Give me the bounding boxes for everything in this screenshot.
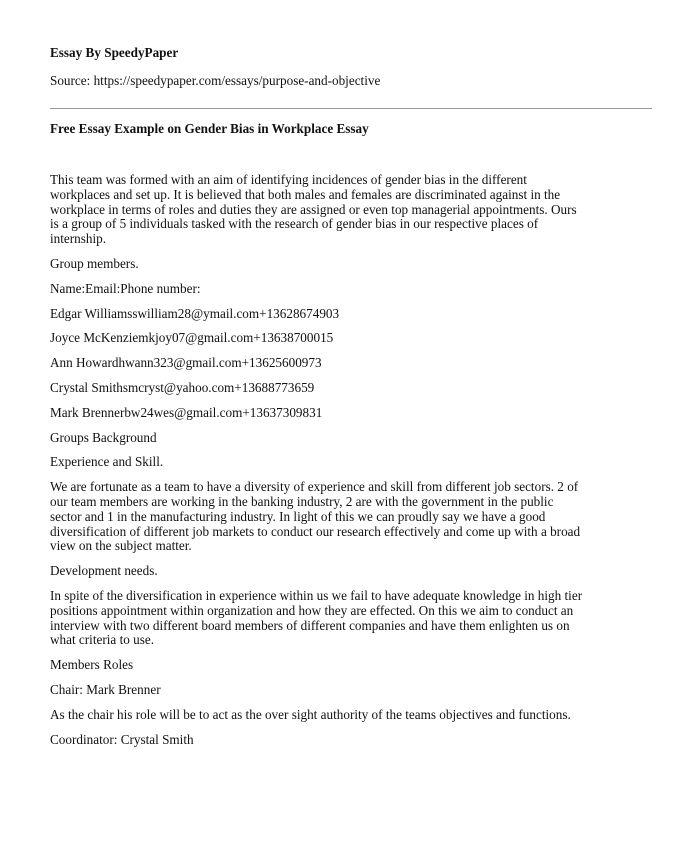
paragraph — [50, 480, 662, 554]
document-body — [50, 173, 662, 747]
text-line: Name:Email:Phone number: — [50, 280, 201, 296]
text-line: interview with two different board members of different companies and have them enlighten us on — [50, 617, 570, 633]
text-line: Edgar Williamsswilliam28@ymail.com+13628674903 — [50, 305, 340, 321]
text-line: This team was formed with an aim of identifying incidences of gender bias in the different — [50, 172, 527, 187]
paragraph — [50, 658, 662, 673]
text-line: Groups Background — [50, 429, 157, 445]
text-line: Development needs. — [50, 563, 158, 579]
text-line: Members Roles — [50, 657, 134, 673]
text-line: Coordinator: Crystal Smith — [50, 731, 194, 747]
paragraph — [50, 356, 662, 371]
text-line: our team members are working in the banking industry, 2 are with the government in the public — [50, 493, 554, 509]
text-line: workplace in terms of roles and duties they are assigned or even top managerial appointments. Ours — [50, 201, 577, 217]
text-line: sector and 1 in the manufacturing industry. In light of this we can proudly say we have a good — [50, 508, 546, 524]
paragraph — [50, 381, 662, 396]
paragraph — [50, 307, 662, 322]
paragraph — [50, 406, 662, 421]
text-line: view on the subject matter. — [50, 538, 192, 554]
text-line: Ann Howardhwann323@gmail.com+13625600973 — [50, 355, 322, 371]
text-line: internship. — [50, 231, 107, 247]
paragraph — [50, 589, 662, 648]
paragraph — [50, 257, 662, 272]
text-line: what criteria to use. — [50, 632, 154, 648]
paragraph — [50, 733, 662, 748]
paragraph — [50, 331, 662, 346]
text-line: Group members. — [50, 255, 139, 271]
paragraph — [50, 173, 662, 247]
paragraph — [50, 431, 662, 446]
text-line: Experience and Skill. — [50, 454, 164, 470]
paragraph — [50, 282, 662, 297]
document-page — [50, 44, 662, 757]
header-title: Essay By SpeedyPaper — [50, 45, 179, 60]
text-line: is a group of 5 individuals tasked with the research of gender bias in our respective places of — [50, 216, 539, 232]
text-line: As the chair his role will be to act as the over sight authority of the teams objectives and functions. — [50, 706, 571, 722]
text-line: positions appointment within organization and how they are effected. On this we aim to conduct an — [50, 602, 574, 618]
text-line: In spite of the diversification in experience within us we fail to have adequate knowledge in high tier — [50, 587, 583, 603]
text-line: diversification of different job markets to conduct our research effectively and come up with a broad — [50, 523, 581, 539]
text-line: Crystal Smithsmcryst@yahoo.com+13688773659 — [50, 379, 315, 395]
paragraph — [50, 708, 662, 723]
paragraph — [50, 683, 662, 698]
text-line: Chair: Mark Brenner — [50, 681, 161, 697]
paragraph — [50, 455, 662, 470]
text-line: workplaces and set up. It is believed that both males and females are discriminated against in the — [50, 186, 561, 202]
text-line: We are fortunate as a team to have a diversity of experience and skill from different job sectors. 2 of — [50, 479, 579, 495]
text-line: Joyce McKenziemkjoy07@gmail.com+13638700015 — [50, 330, 334, 346]
header-source: Source: https://speedypaper.com/essays/purpose-and-objective — [50, 73, 381, 88]
text-line: Mark Brennerbw24wes@gmail.com+13637309831 — [50, 404, 323, 420]
document-title: Free Essay Example on Gender Bias in Workplace Essay — [50, 121, 369, 136]
paragraph — [50, 564, 662, 579]
divider — [50, 108, 652, 109]
